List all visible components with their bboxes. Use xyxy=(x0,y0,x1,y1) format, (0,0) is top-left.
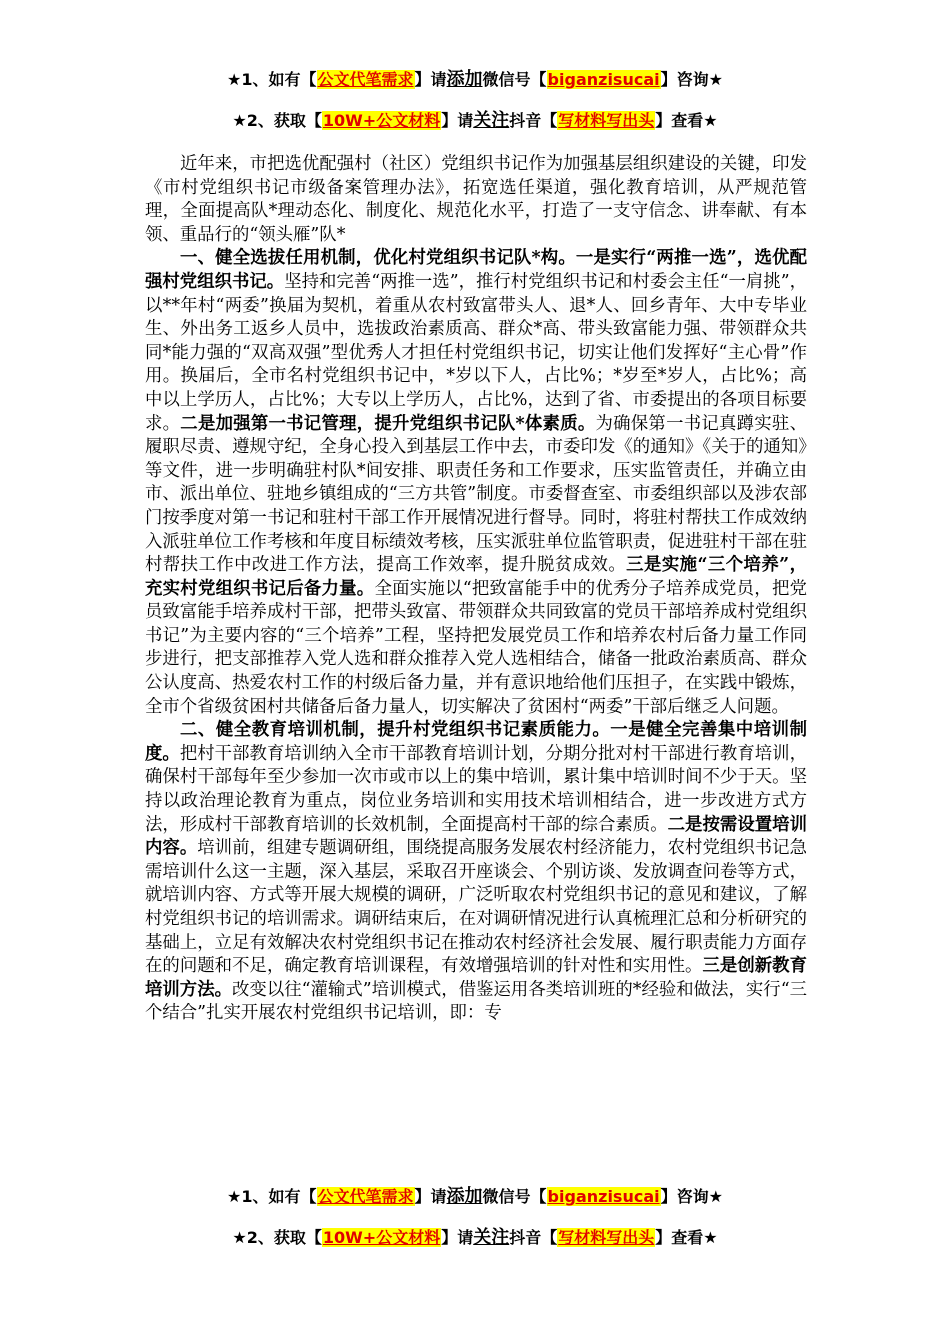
banner-highlight: biganzisucai xyxy=(547,70,660,89)
banner-highlight: 写材料写出头 xyxy=(558,111,655,130)
banner-highlight: biganzisucai xyxy=(547,1187,660,1206)
banner-text: 】请 xyxy=(441,1228,474,1247)
banner-text: 抖音【 xyxy=(509,111,558,130)
paragraph-text: 为确保第一书记真蹲实驻、履职尽责、遵规守纪，全身心投入到基层工作中去，市委印发《的通知》《关于的通知》等文件，进一步明确驻村队*间安排、职责任务和工作要求，压实监管责任，并确立由市、派出单位、驻地乡镇组成的“三方共管”制度。市委督查室、市委组织部以及涉农部门按季度对第一书记和驻村干部工作开展情况进行督导。同时，将驻村帮扶工作成效纳入派驻单位工作考核和年度目标绩效考核，压实派驻单位监管职责，促进驻村干部在驻村帮扶工作中改进工作方法，提高工作效率，提升脱贫成效。 xyxy=(145,413,807,576)
banner-highlight: 写材料写出头 xyxy=(558,1228,655,1247)
paragraph-text: 培训前，组建专题调研组，围绕提高服务发展农村经济能力，农村党组织书记急需培训什么这一主题，深入基层，采取召开座谈会、个别访谈、发放调查问卷等方式，就培训内容、方式等开展大规模的调研，广泛听取农村党组织书记的意见和建议，了解村党组织书记的培训需求。调研结束后，在对调研情况进行认真梳理汇总和分析研究的基础上，立足有效解决农村党组织书记在推动农村经济社会发展、履行职责能力方面存在的问题和不足，确定教育培训课程，有效增强培训的针对性和实用性。 xyxy=(145,838,807,977)
banner-text: 】咨询★ xyxy=(660,1187,723,1206)
banner-text: ★1、如有【 xyxy=(227,70,317,89)
banner-highlight: 10W+公文材料 xyxy=(322,111,441,130)
banner-text: ★2、获取【 xyxy=(232,111,322,130)
banner-text: 】请 xyxy=(441,111,474,130)
banner-highlight: 公文代笔需求 xyxy=(317,70,414,89)
banner-emphasis: 关注 xyxy=(473,1227,510,1248)
subsection-heading: 三是创新教育培训方法。 xyxy=(145,956,807,1000)
banner-text: 】请 xyxy=(414,70,447,89)
top-banner-line2 xyxy=(0,109,950,133)
banner-emphasis: 添加 xyxy=(446,1186,483,1207)
bottom-banner-line1 xyxy=(0,1185,950,1209)
banner-text: 微信号【 xyxy=(482,70,547,89)
paragraph-text: 把村干部教育培训纳入全市干部教育培训计划，分期分批对村干部进行教育培训，确保村干部每年至少参加一次市或市以上的集中培训，累计集中培训时间不少于天。坚持以政治理论教育为重点，岗位业务培训和实用技术培训相结合，进一步改进方式方法，形成村干部教育培训的长效机制，全面提高村干部的综合素质。 xyxy=(145,743,807,835)
banner-text: 抖音【 xyxy=(509,1228,558,1247)
section-heading: 二、健全教育培训机制，提升村党组织书记素质能力。一是健全完善集中培训制度。 xyxy=(145,720,807,764)
banner-emphasis: 添加 xyxy=(446,69,483,90)
bottom-banner-line2 xyxy=(0,1226,950,1250)
banner-text: 微信号【 xyxy=(482,1187,547,1206)
banner-text: 】查看★ xyxy=(655,1228,718,1247)
banner-text: ★2、获取【 xyxy=(232,1228,322,1247)
paragraph-text: 改变以往“灌输式”培训模式，借鉴运用各类培训班的*经验和做法，实行“三个结合”扎实开展农村党组织书记培训，即：专 xyxy=(145,979,807,1024)
article-body xyxy=(145,153,807,1026)
subsection-heading: 二是加强第一书记管理，提升党组织书记队*体素质。 xyxy=(180,413,596,434)
banner-text: 】查看★ xyxy=(655,111,718,130)
section-heading: 一、健全选拔任用机制，优化村党组织书记队*构。一是实行“两推一选”，选优配强村党组织书记。 xyxy=(145,248,807,292)
banner-highlight: 公文代笔需求 xyxy=(317,1187,414,1206)
banner-text: ★1、如有【 xyxy=(227,1187,317,1206)
banner-text: 】请 xyxy=(414,1187,447,1206)
subsection-heading: 二是按需设置培训内容。 xyxy=(145,814,807,859)
banner-highlight: 10W+公文材料 xyxy=(322,1228,441,1247)
banner-text: 】咨询★ xyxy=(660,70,723,89)
paragraph-text: 坚持和完善“两推一选”，推行村党组织书记和村委会主任“一肩挑”，以**年村“两委”换届为契机，着重从农村致富带头人、退*人、回乡青年、大中专毕业生、外出务工返乡人员中，选拔政治素质高、群众*高、带头致富能力强、带领群众共同*能力强的“双高双强”型优秀人才担任村党组织书记，切实让他们发挥好“主心骨”作用。换届后，全市名村党组织书记中，*岁以下人，占比%；*岁至*岁人，占比%；高中以上学历人，占比%；大专以上学历人，占比%，达到了省、市委提出的各项目标要求。 xyxy=(145,271,807,434)
section-one-paragraph xyxy=(145,247,807,719)
intro-paragraph: 近年来，市把选优配强村（社区）党组织书记作为加强基层组织建设的关键，印发《市村党组织书记市级备案管理办法》，拓宽选任渠道，强化教育培训，从严规范管理，全面提高队*理动态化、制度化、规范化水平，打造了一支守信念、讲奉献、有本领、重品行的“领头雁”队* xyxy=(145,154,807,245)
banner-emphasis: 关注 xyxy=(473,110,510,131)
top-banner-line1 xyxy=(0,68,950,92)
subsection-heading: 三是实施“三个培养”，充实村党组织书记后备力量。 xyxy=(145,555,807,599)
paragraph-text: 全面实施以“把致富能手中的优秀分子培养成党员，把党员致富能手培养成村干部，把带头致富、带领群众共同致富的党员干部培养成村党组织书记”为主要内容的“三个培养”工程，坚持把发展党员工作和培养农村后备力量工作同步进行，把支部推荐入党人选和群众推荐入党人选相结合，储备一批政治素质高、群众公认度高、热爱农村工作的村级后备力量，并有意识地给他们压担子，在实践中锻炼，全市个省级贫困村共储备后备力量人，切实解决了贫困村“两委”干部后继乏人问题。 xyxy=(145,578,807,717)
section-two-paragraph xyxy=(145,719,807,1026)
